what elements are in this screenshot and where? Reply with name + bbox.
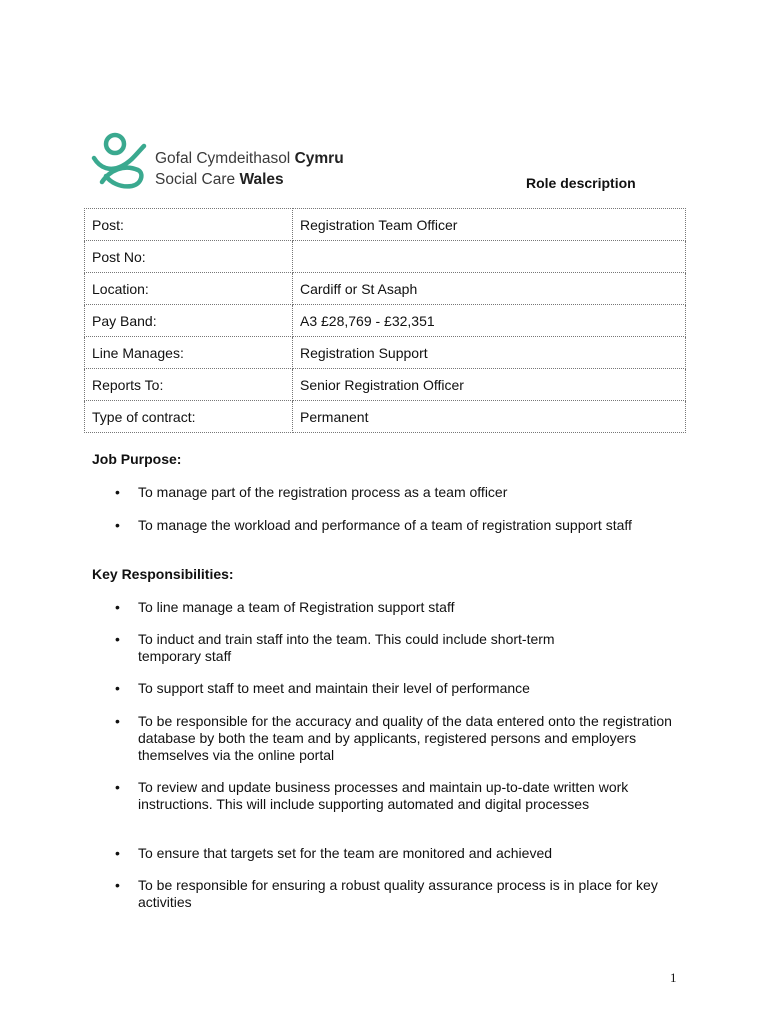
list-item: • To manage part of the registration process as a team officer [115, 484, 508, 500]
field-label: Location: [85, 273, 293, 305]
logo-line1-bold: Cymru [294, 150, 344, 167]
logo-line1-regular: Gofal Cymdeithasol [155, 150, 291, 167]
field-value: Permanent [293, 401, 686, 433]
field-label: Type of contract: [85, 401, 293, 433]
field-label: Reports To: [85, 369, 293, 401]
field-value: A3 £28,769 - £32,351 [293, 305, 686, 337]
list-item: • To review and update business processes and maintain up-to-date written work instructions. This will include supporting automated and digital processes [115, 779, 629, 812]
field-label: Pay Band: [85, 305, 293, 337]
key-responsibilities-heading: Key Responsibilities: [92, 566, 234, 582]
list-item: • To manage the workload and performance of a team of registration support staff [115, 517, 632, 533]
field-value: Senior Registration Officer [293, 369, 686, 401]
bullet-icon: • [115, 631, 120, 647]
bullet-icon: • [115, 845, 120, 861]
field-value: Registration Support [293, 337, 686, 369]
table-row [85, 337, 686, 369]
table-row [85, 305, 686, 337]
bullet-icon: • [115, 779, 120, 795]
field-label: Post: [85, 209, 293, 241]
list-item: • To ensure that targets set for the team are monitored and achieved [115, 845, 553, 861]
role-description-heading: Role description [526, 175, 636, 191]
bullet-icon: • [115, 680, 120, 696]
logo-wordmark [155, 148, 344, 190]
field-label: Line Manages: [85, 337, 293, 369]
table-row [85, 401, 686, 433]
job-purpose-heading: Job Purpose: [92, 451, 182, 467]
field-value [293, 241, 686, 273]
page-number: 1 [670, 970, 677, 985]
list-item: • To be responsible for ensuring a robust quality assurance process is in place for key activities [115, 877, 658, 910]
field-value: Registration Team Officer [293, 209, 686, 241]
table-row [85, 273, 686, 305]
table-row [85, 369, 686, 401]
field-label: Post No: [85, 241, 293, 273]
field-value: Cardiff or St Asaph [293, 273, 686, 305]
table-row [85, 241, 686, 273]
logo-mark-icon [88, 130, 150, 194]
post-details-table [84, 208, 686, 433]
logo-line2-regular: Social Care [155, 171, 236, 188]
bullet-icon: • [115, 517, 120, 533]
organisation-logo [88, 130, 378, 194]
logo-line2-bold: Wales [239, 171, 284, 188]
list-item: • To induct and train staff into the team. This could include short-term temporary staff [115, 631, 555, 664]
table-row [85, 209, 686, 241]
list-item: • To be responsible for the accuracy and quality of the data entered onto the registration database by both the team and by applicants, registered persons and employers themselves via the online portal [115, 713, 672, 763]
bullet-icon: • [115, 599, 120, 615]
list-item: • To line manage a team of Registration support staff [115, 599, 455, 615]
list-item: • To support staff to meet and maintain their level of performance [115, 680, 530, 696]
bullet-icon: • [115, 877, 120, 893]
bullet-icon: • [115, 484, 120, 500]
bullet-icon: • [115, 713, 120, 729]
